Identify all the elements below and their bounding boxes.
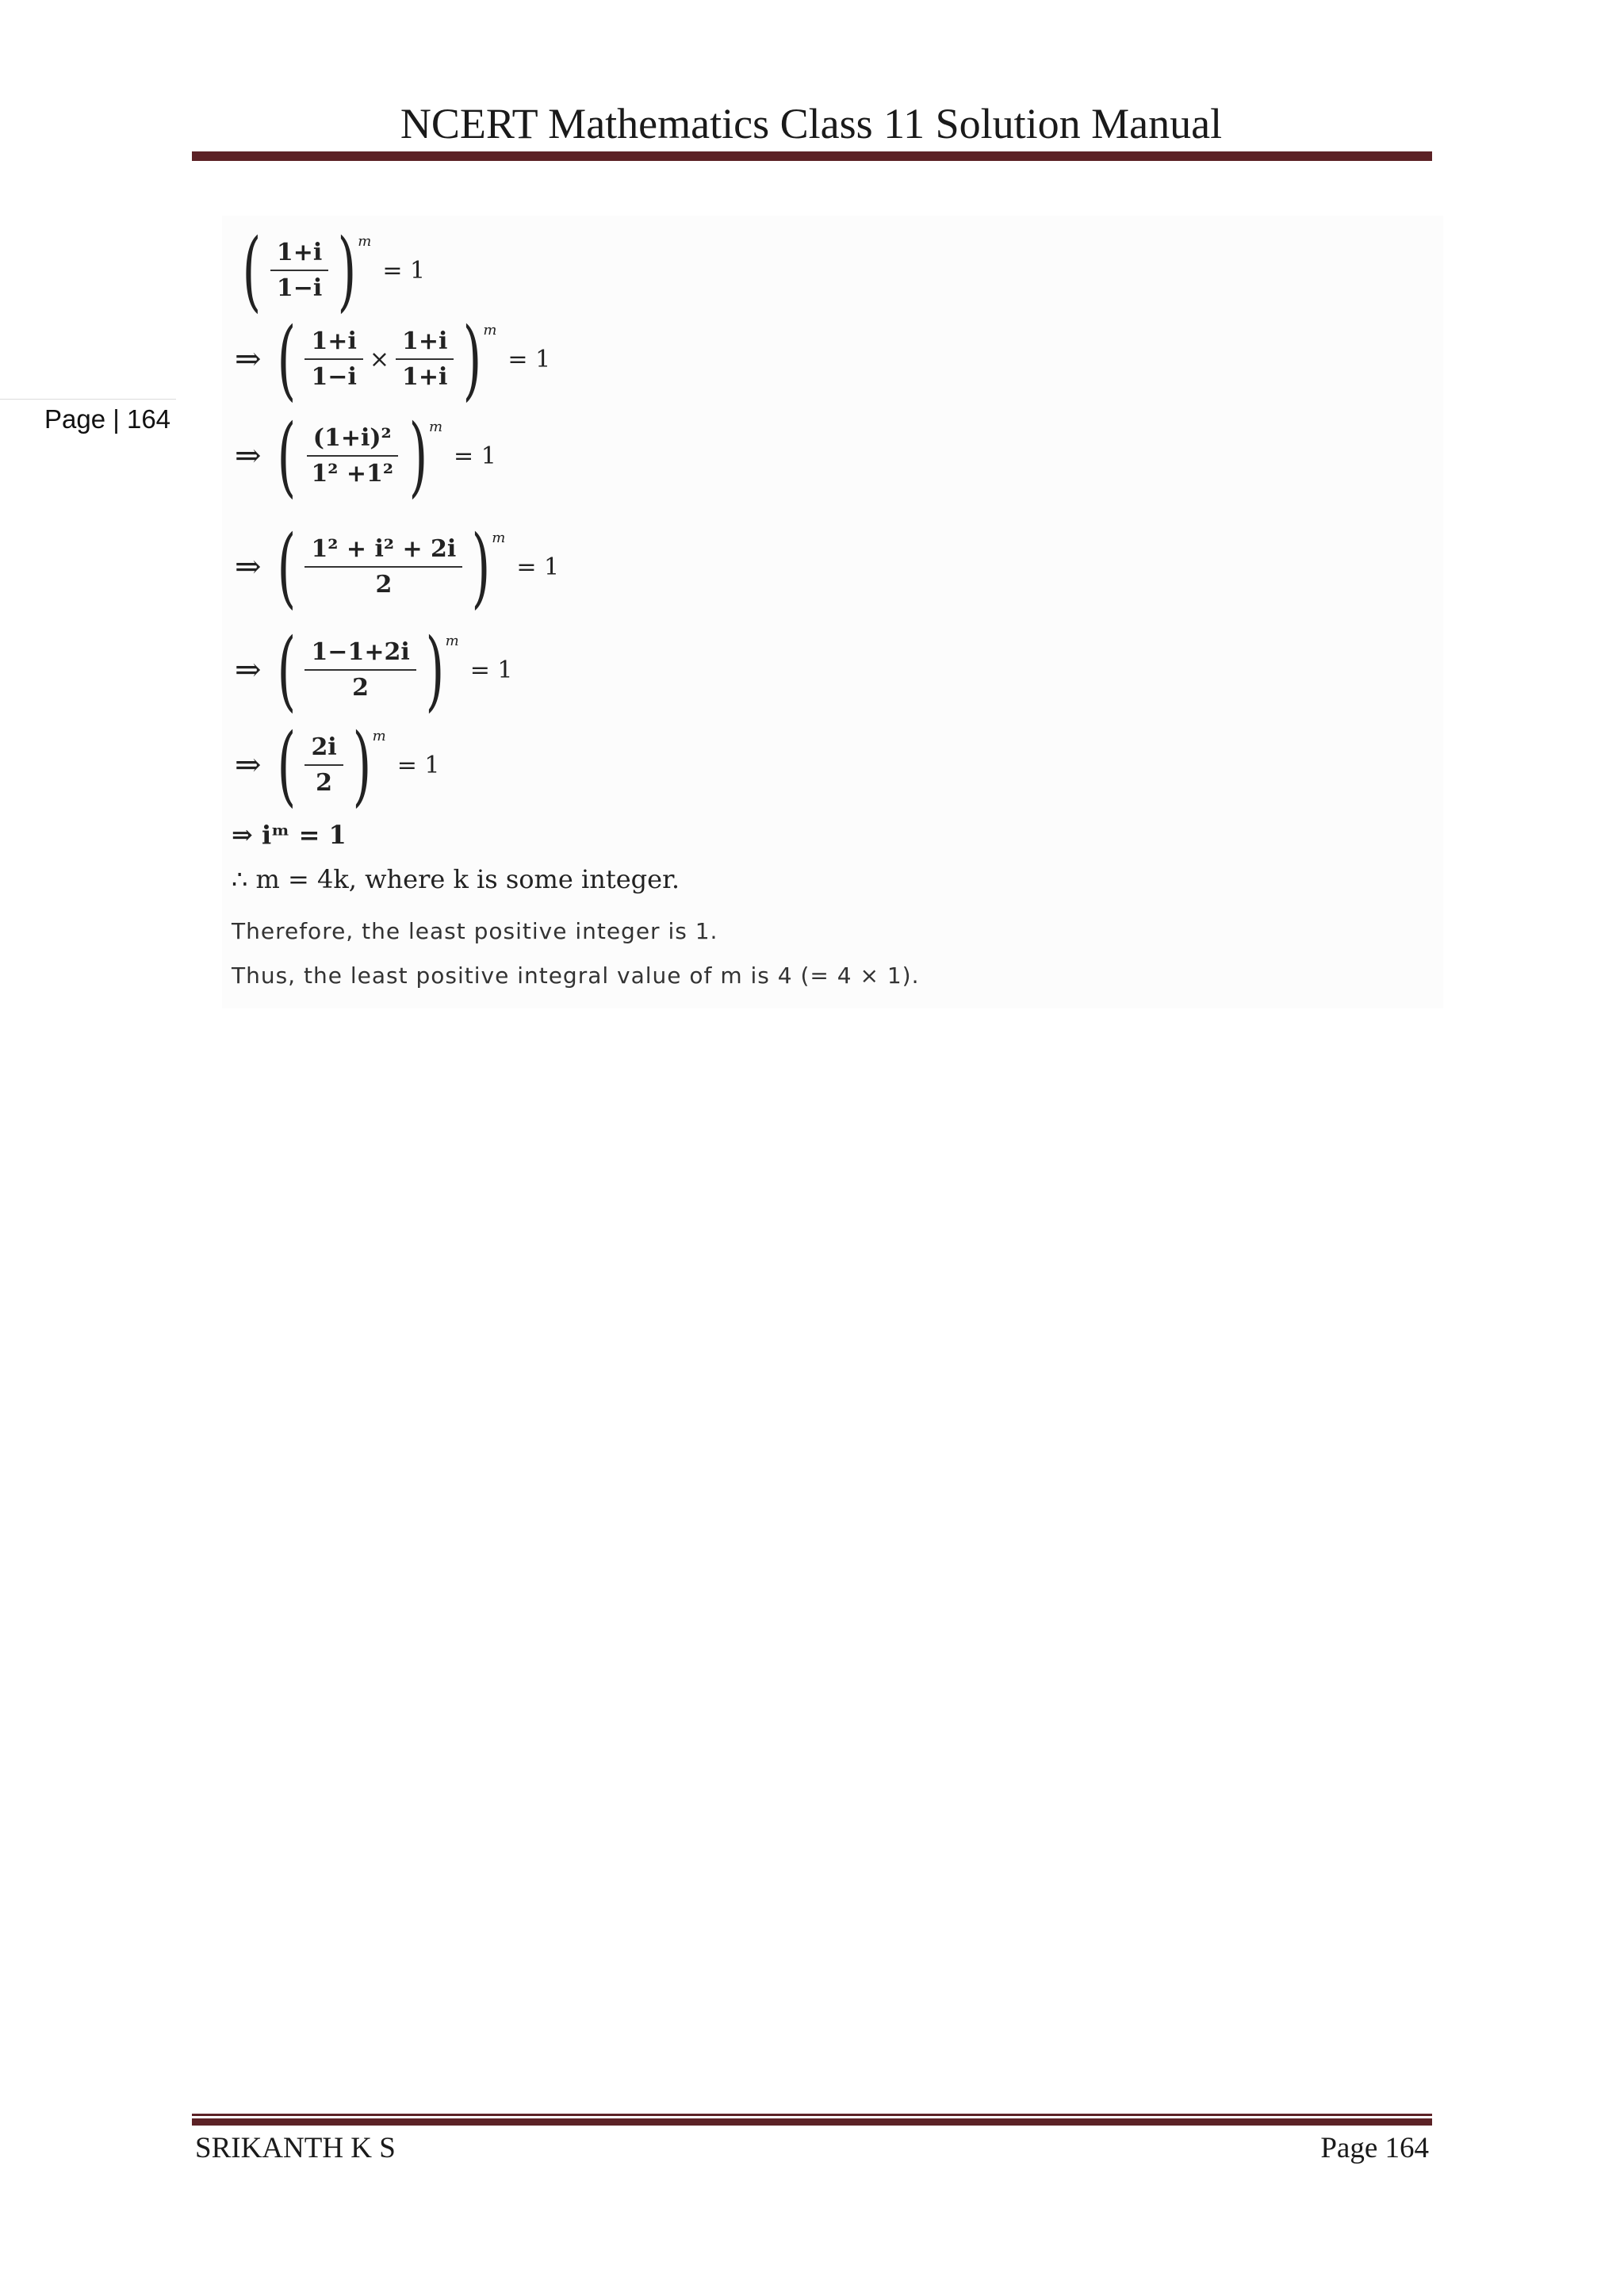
equation-i-power-m: ⇒ iᵐ = 1 [232,820,347,850]
page-header-title: NCERT Mathematics Class 11 Solution Manual [400,100,1223,147]
side-margin-line [0,399,176,400]
equation-line: ( $\frac{1+i}{1-i}$ ) m = 1 [242,220,426,321]
prose-line-2: Thus, the least positive integral value of m is 4 (= 4 × 1). [232,962,920,989]
equation-line: ⇒ ( $\frac{2i}{2}$ ) m = 1 [235,714,440,816]
header-rule [192,149,1432,161]
fraction: $\frac{1-1+2i}{2}$ [304,638,416,702]
fraction: $\frac{1+i}{1+i}$ [396,327,454,391]
side-page-label: Page | 164 [44,404,171,434]
fraction: $\frac{\text{(1+i)²}}{\text{1² +1²}}$ [304,424,400,488]
fraction: $\frac{\text{1² + i² + 2i}}{2}$ [304,535,462,599]
implies-arrow: ⇒ [235,341,262,377]
implies-arrow: ⇒ [235,438,262,474]
implies-arrow: ⇒ [235,747,262,783]
fraction: $\frac{1+i}{1-i}$ [270,239,328,302]
equation-line: ⇒ ( $\frac{\text{(1+i)²}}{\text{1² +1²}}$ ) m = 1 [235,405,496,507]
footer-page-number: Page 164 [1320,2132,1429,2164]
conclusion-line: ∴ m = 4k, where k is some integer. [232,864,680,894]
implies-arrow: ⇒ [235,652,262,688]
equation-line: ⇒ ( $\frac{1-1+2i}{2}$ ) m = 1 [235,619,513,721]
equation-line: ⇒ ( $\frac{1+i}{1-i}$ × $\frac{1+i}{1+i}$ ) m = 1 [235,308,551,410]
fraction: $\frac{1+i}{1-i}$ [304,327,362,391]
implies-arrow: ⇒ [235,549,262,585]
equation-line: ⇒ ( $\frac{\text{1² + i² + 2i}}{2}$ ) m = 1 [235,516,560,618]
prose-line-1: Therefore, the least positive integer is 1. [232,918,718,944]
footer-author: SRIKANTH K S [195,2132,396,2164]
footer-rule [192,2114,1432,2126]
fraction: $\frac{2i}{2}$ [304,733,343,797]
